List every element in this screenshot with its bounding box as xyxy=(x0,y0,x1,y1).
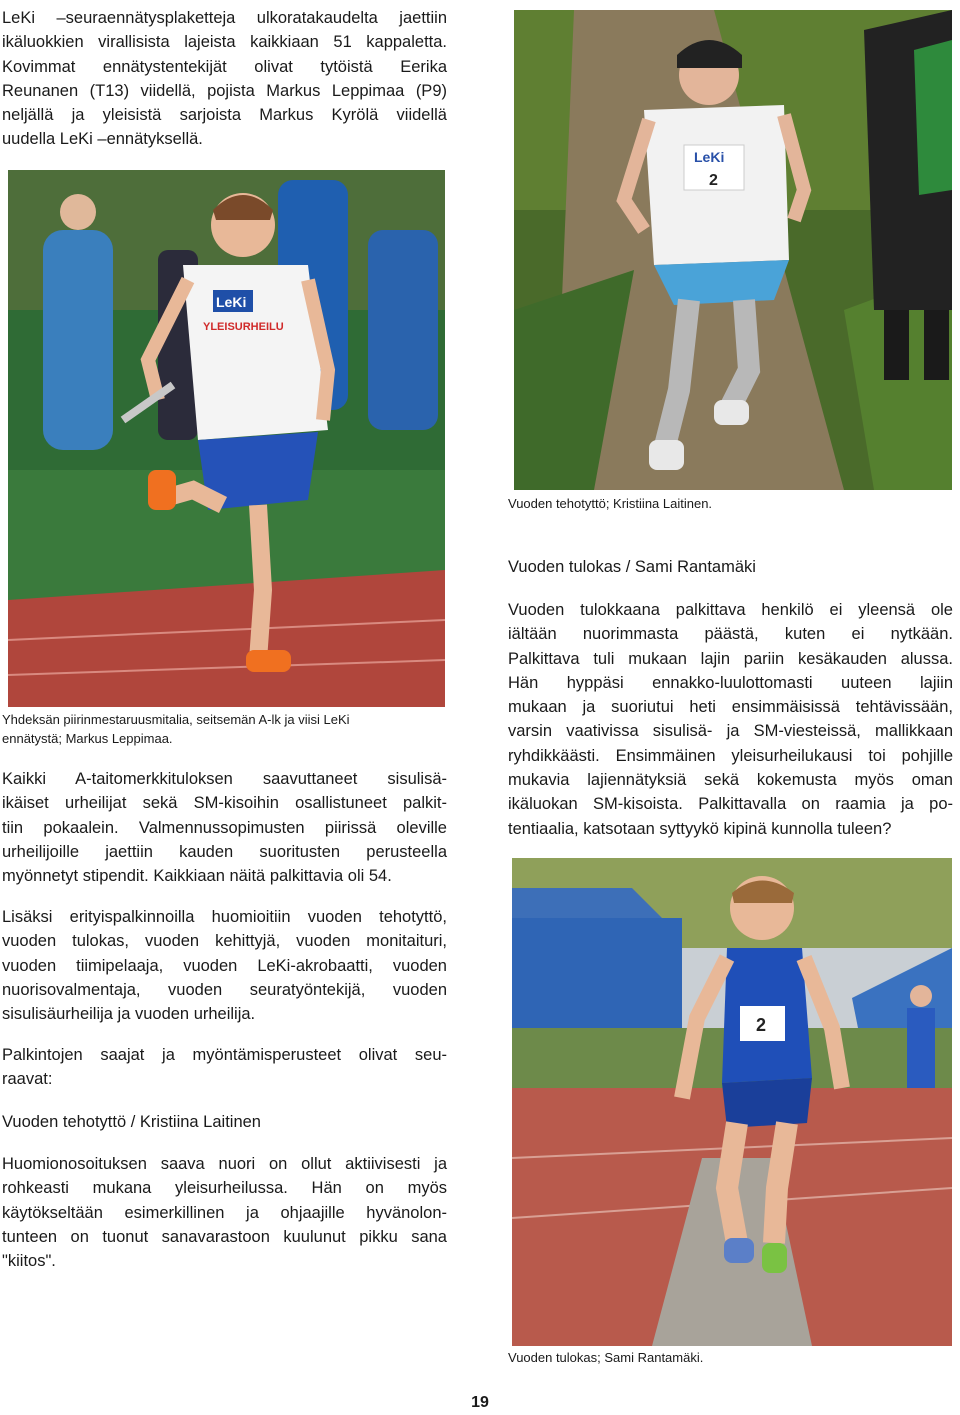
text-line: "kiitos". xyxy=(2,1252,56,1271)
text-line: vuoden tiimipelaaja, vuoden LeKi-akrobaatti, vuoden xyxy=(2,956,447,975)
caption-tehotytto: Vuoden tehotyttö; Kristiina Laitinen. xyxy=(508,496,713,511)
awards-paragraph xyxy=(2,767,447,888)
caption-relay-runner xyxy=(2,710,452,748)
text-line: ikäluokan SM-kisoista. Palkittavalla on raamia ja po- xyxy=(508,795,953,814)
caption-line: ennätystä; Markus Leppimaa. xyxy=(2,731,173,746)
text-line: tiin pokaalein. Valmennussopimusten piirissä oleville xyxy=(2,818,447,837)
svg-text:LeKi: LeKi xyxy=(694,149,725,165)
text-line: Kaikki A-taitomerkkituloksen saavuttaneet sisulisä- xyxy=(2,770,447,788)
text-line: rohkeasti mukana yleisurheilussa. Hän on myös xyxy=(2,1179,447,1198)
text-line: Huomionosoituksen saava nuori on ollut aktiivisesti ja xyxy=(2,1155,447,1173)
text-line: uudella LeKi –ennätyksellä. xyxy=(2,130,203,149)
text-line: tentiaalia, katsotaan syttyykö kipinä kunnolla tuleen? xyxy=(508,819,892,838)
text-line: ikäluokkien virallisista lajeista kaikkiaan 51 kappaletta. xyxy=(2,33,447,52)
text-line: urheilijoille jaettiin kauden suoritusten perusteella xyxy=(2,842,447,861)
intro-paragraph xyxy=(2,6,447,152)
text-line: mukaan ja suoriutui heti ensimmäisissä tehtävissään, xyxy=(508,698,953,717)
svg-text:2: 2 xyxy=(756,1015,767,1035)
recipients-paragraph xyxy=(2,1043,447,1092)
page-number: 19 xyxy=(471,1394,489,1411)
text-line: varsin vaativissa sisulisä- ja SM-viesteissä, mallikkaan xyxy=(508,722,953,741)
special-awards-paragraph xyxy=(2,905,447,1026)
text-line: Hän hyppäsi ennakko-luulottomasti uuteen lajiin xyxy=(508,673,953,692)
svg-text:LeKi: LeKi xyxy=(216,294,247,310)
text-line: Vuoden tulokkaana palkittava henkilö ei yleensä ole xyxy=(508,601,953,619)
section-heading-tehotytto: Vuoden tehotyttö / Kristiina Laitinen xyxy=(2,1113,261,1131)
svg-text:YLEISURHEILU: YLEISURHEILU xyxy=(203,321,284,333)
tulokas-paragraph xyxy=(508,598,953,841)
section-heading-tulokas: Vuoden tulokas / Sami Rantamäki xyxy=(508,558,756,576)
text-line: käytökseltään esimerkillinen ja ohjaajille hyvänolon- xyxy=(2,1203,447,1222)
text-line: ryhdikkäästi. Ensimmäinen yleisurheilukausi toi pohjille xyxy=(508,746,953,765)
text-line: sisulisäurheilija ja vuoden urheilija. xyxy=(2,1005,256,1024)
text-line: Kovimmat ennätystentekijät olivat tytöistä Eerika xyxy=(2,57,447,76)
photo-tulokas xyxy=(512,858,952,1346)
text-line: Palkintojen saajat ja myöntämisperusteet olivat seu- xyxy=(2,1046,447,1064)
caption-line: Yhdeksän piirinmestaruusmitalia, seitsemän A-lk ja viisi LeKi xyxy=(2,712,350,727)
text-line: neljällä ja yleisistä sarjoista Markus Kyrölä viidellä xyxy=(2,106,447,125)
text-line: raavat: xyxy=(2,1070,53,1089)
caption-tulokas: Vuoden tulokas; Sami Rantamäki. xyxy=(508,1350,704,1365)
text-line: ikäiset urheilijat sekä SM-kisoihin osallistuneet palkit- xyxy=(2,794,447,813)
photo-relay-runner xyxy=(8,170,445,707)
text-line: mukavia lajiennätyksiä sekä kokemusta myös oman xyxy=(508,771,953,790)
text-line: vuoden tulokas, vuoden kehittyjä, vuoden monitaituri, xyxy=(2,932,447,951)
svg-text:2: 2 xyxy=(709,172,718,189)
text-line: nuorisovalmentaja, vuoden seuratyöntekijä, vuoden xyxy=(2,980,447,999)
photo-tehotytto xyxy=(514,10,952,490)
text-line: Reunanen (T13) viidellä, pojista Markus Leppimaa (P9) xyxy=(2,81,447,100)
text-line: tunteen on tuonut sanavarastoon kuulunut pikku sana xyxy=(2,1227,447,1246)
text-line: Lisäksi erityispalkinnoilla huomioitiin vuoden tehotyttö, xyxy=(2,908,447,926)
text-line: myönnetyt stipendit. Kaikkiaan näitä palkittavia oli 54. xyxy=(2,867,392,886)
text-line: iältään nuorimmasta päästä, kuten ei nytkään. xyxy=(508,625,953,644)
text-line: LeKi –seuraennätysplaketteja ulkoratakaudelta jaettiin xyxy=(2,9,447,27)
tehotytto-paragraph xyxy=(2,1152,447,1273)
text-line: Palkittava tuli mukaan lajin pariin kesäkauden alussa. xyxy=(508,649,953,668)
